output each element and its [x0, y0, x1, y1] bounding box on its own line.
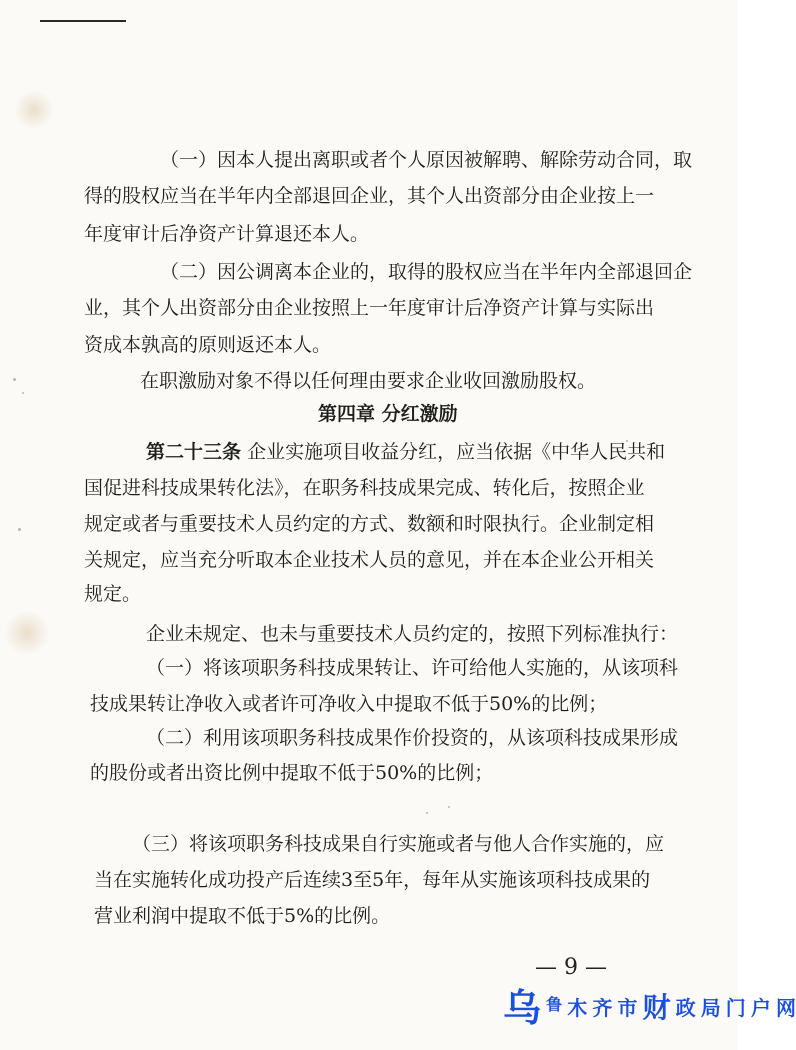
watermark-char: 政	[675, 996, 696, 1020]
scan-speck	[22, 392, 24, 394]
paragraph-line: 国促进科技成果转化法》，在职务科技成果完成、转化后，按照企业	[84, 477, 645, 499]
article-text: 企业实施项目收益分红，应当依据《中华人民共和	[247, 441, 666, 463]
watermark-char: 木	[567, 996, 588, 1020]
watermark-char: 齐	[592, 996, 613, 1020]
chapter-heading: 第四章 分红激励	[318, 403, 458, 425]
paragraph-line: 的股份或者出资比例中提取不低于50%的比例；	[90, 762, 494, 784]
paragraph-line: （三）将该项职务科技成果自行实施或者与他人合作实施的，应	[132, 833, 665, 855]
paragraph-line: （二）因公调离本企业的，取得的股权应当在半年内全部退回企	[160, 261, 693, 283]
top-rule-divider	[40, 20, 126, 22]
scan-stain	[14, 90, 54, 130]
article-label: 第二十三条	[146, 441, 242, 463]
paragraph-line: 规定。	[84, 583, 142, 605]
scan-stain	[4, 610, 50, 656]
scan-speck	[426, 812, 428, 814]
paragraph-line: 年度审计后净资产计算退还本人。	[84, 223, 370, 245]
paragraph-line: 营业利润中提取不低于5%的比例。	[94, 905, 391, 927]
article-first-line	[146, 440, 665, 464]
scan-speck	[448, 806, 450, 808]
paragraph-line: 技成果转让净收入或者许可净收入中提取不低于50%的比例；	[90, 693, 608, 715]
scan-speck	[18, 528, 21, 531]
watermark-char: 鲁	[546, 995, 563, 1014]
paragraph-line: 业，其个人出资部分由企业按照上一年度审计后净资产计算与实际出	[84, 297, 655, 319]
paragraph-line: 在职激励对象不得以任何理由要求企业收回激励股权。	[140, 370, 597, 392]
watermark-char: 乌	[503, 986, 542, 1030]
watermark-char: 局	[700, 996, 721, 1020]
paragraph-line: 得的股权应当在半年内全部退回企业，其个人出资部分由企业按上一	[84, 185, 655, 207]
paragraph-line: 规定或者与重要技术人员约定的方式、数额和时限执行。企业制定相	[84, 513, 655, 535]
site-watermark	[503, 985, 796, 1035]
page-number: — 9 —	[535, 955, 607, 980]
watermark-char: 财	[642, 991, 671, 1024]
paragraph-line: 关规定，应当充分听取本企业技术人员的意见，并在本企业公开相关	[84, 549, 655, 571]
paragraph-line: 企业未规定、也未与重要技术人员约定的，按照下列标准执行：	[146, 623, 679, 645]
scan-speck	[13, 378, 16, 381]
paragraph-line: 当在实施转化成功投产后连续3至5年，每年从实施该项科技成果的	[94, 869, 651, 891]
watermark-char: 户	[750, 996, 771, 1020]
paragraph-line: 资成本孰高的原则返还本人。	[84, 334, 332, 356]
watermark-char: 网	[775, 996, 796, 1020]
paragraph-line: （二）利用该项职务科技成果作价投资的，从该项科技成果形成	[146, 727, 679, 749]
paragraph-line: （一）因本人提出离职或者个人原因被解聘、解除劳动合同，取	[160, 149, 693, 171]
watermark-char: 市	[617, 996, 638, 1020]
paragraph-line: （一）将该项职务科技成果转让、许可给他人实施的，从该项科	[146, 657, 679, 679]
watermark-char: 门	[725, 996, 746, 1020]
